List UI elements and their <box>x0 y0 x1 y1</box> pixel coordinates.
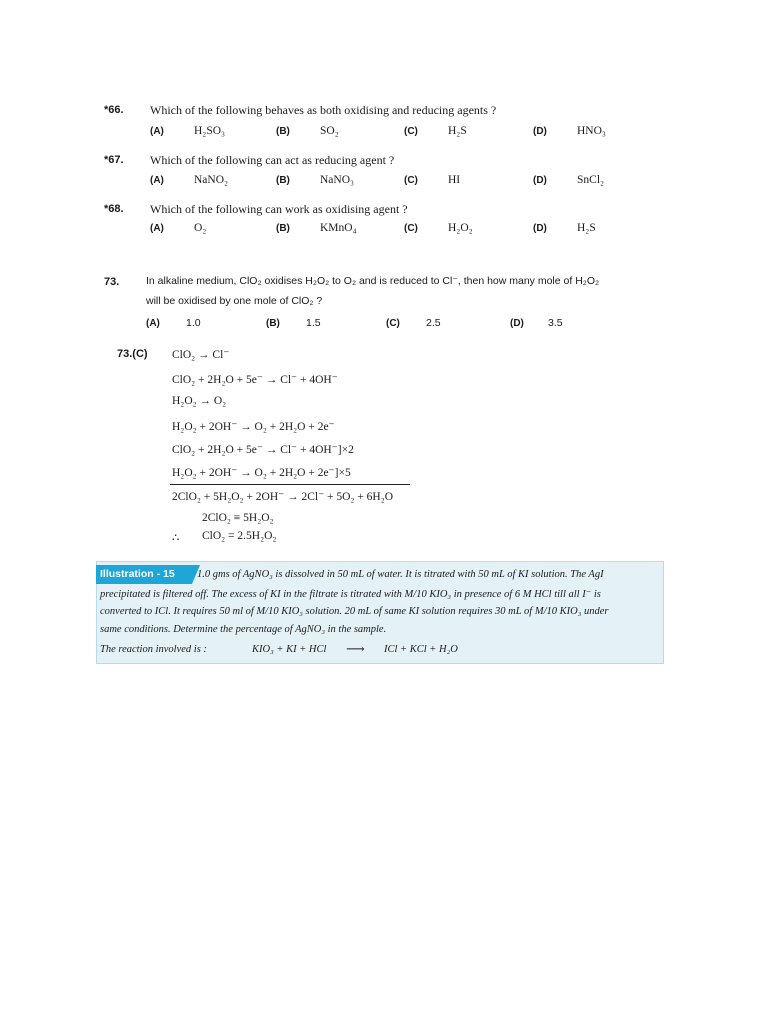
illustration-text: precipitated is filtered off. The excess of KI in the filtrate is titrated with M/10 KIO₃ in presence of 6 M HCl till all I⁻ is <box>100 589 601 600</box>
option-b-value: 1.5 <box>306 317 321 329</box>
question-number: *66. <box>104 104 124 116</box>
option-c-label: (C) <box>386 318 400 329</box>
question-number: *67. <box>104 154 124 166</box>
option-d-value: SnCl₂ <box>577 174 605 186</box>
question-text-line2: will be oxidised by one mole of ClO₂ ? <box>146 295 323 307</box>
question-text: Which of the following can act as reducing agent ? <box>150 153 395 167</box>
illustration-text: 1.0 gms of AgNO₃ is dissolved in 50 mL of water. It is titrated with 50 mL of KI solution. The AgI <box>197 569 604 580</box>
equation-line: ClO₂ + 2H₂O + 5e⁻ → Cl⁻ + 4OH⁻ <box>172 374 338 386</box>
option-c-label: (C) <box>404 175 418 186</box>
option-a-label: (A) <box>150 126 164 137</box>
option-a-value: H₂SO₃ <box>194 125 226 137</box>
option-d-value: H₂S <box>577 222 596 234</box>
option-a-value: NaNO₂ <box>194 174 229 186</box>
option-a-value: O₂ <box>194 222 207 234</box>
option-c-label: (C) <box>404 126 418 137</box>
option-a-label: (A) <box>150 223 164 234</box>
equation-line: H₂O₂ + 2OH⁻ → O₂ + 2H₂O + 2e⁻]×5 <box>172 467 351 479</box>
question-text: Which of the following can work as oxidising agent ? <box>150 202 408 216</box>
reaction-reactants: KIO₃ + KI + HCl <box>252 644 327 655</box>
option-b-label: (B) <box>266 318 280 329</box>
option-b-value: NaNO₃ <box>320 174 355 186</box>
option-b-value: KMnO₄ <box>320 222 357 234</box>
reaction-arrow-icon: ⟶ <box>346 641 365 656</box>
option-d-label: (D) <box>533 126 547 137</box>
question-number: 73. <box>104 276 120 288</box>
option-c-value: H₂S <box>448 125 467 137</box>
equation-line: 2ClO₂ ≡ 5H₂O₂ <box>202 512 274 524</box>
illustration-text: same conditions. Determine the percentage of AgNO₃ in the sample. <box>100 624 387 635</box>
option-a-value: 1.0 <box>186 317 201 329</box>
option-c-label: (C) <box>404 223 418 234</box>
therefore-symbol: ∴ <box>172 532 180 544</box>
option-c-value: H₂O₂ <box>448 222 473 234</box>
illustration-tag: Illustration - 15 <box>96 565 192 584</box>
equation-line: 2ClO₂ + 5H₂O₂ + 2OH⁻ → 2Cl⁻ + 5O₂ + 6H₂O <box>172 491 394 503</box>
sum-divider <box>170 484 410 485</box>
option-c-value: 2.5 <box>426 317 441 329</box>
option-c-value: HI <box>448 174 461 186</box>
question-text: Which of the following behaves as both oxidising and reducing agents ? <box>150 103 497 117</box>
option-b-value: SO₂ <box>320 125 339 137</box>
equation-line: H₂O₂ + 2OH⁻ → O₂ + 2H₂O + 2e⁻ <box>172 421 335 433</box>
illustration-text: converted to ICl. It requires 50 ml of M/10 KIO₃ solution. 20 mL of same KI solution requires 30 mL of M/10 KIO₃ under <box>100 606 609 617</box>
option-b-label: (B) <box>276 175 290 186</box>
option-a-label: (A) <box>150 175 164 186</box>
equation-line: ClO₂ + 2H₂O + 5e⁻ → Cl⁻ + 4OH⁻]×2 <box>172 444 354 456</box>
question-text-line1: In alkaline medium, ClO₂ oxidises H₂O₂ to O₂ and is reduced to Cl⁻, then how many mole of H₂O₂ <box>146 275 600 287</box>
option-d-value: HNO₃ <box>577 125 606 137</box>
option-d-label: (D) <box>533 223 547 234</box>
option-d-label: (D) <box>510 318 524 329</box>
option-d-value: 3.5 <box>548 317 563 329</box>
reaction-label: The reaction involved is : <box>100 644 207 655</box>
option-b-label: (B) <box>276 126 290 137</box>
solution-label: 73.(C) <box>117 348 148 360</box>
reaction-products: ICl + KCl + H₂O <box>384 644 458 655</box>
option-d-label: (D) <box>533 175 547 186</box>
option-b-label: (B) <box>276 223 290 234</box>
equation-line: ClO₂ = 2.5H₂O₂ <box>202 530 277 542</box>
option-a-label: (A) <box>146 318 160 329</box>
equation-line: ClO₂ → Cl⁻ <box>172 349 230 361</box>
question-number: *68. <box>104 203 124 215</box>
equation-line: H₂O₂ → O₂ <box>172 395 227 407</box>
